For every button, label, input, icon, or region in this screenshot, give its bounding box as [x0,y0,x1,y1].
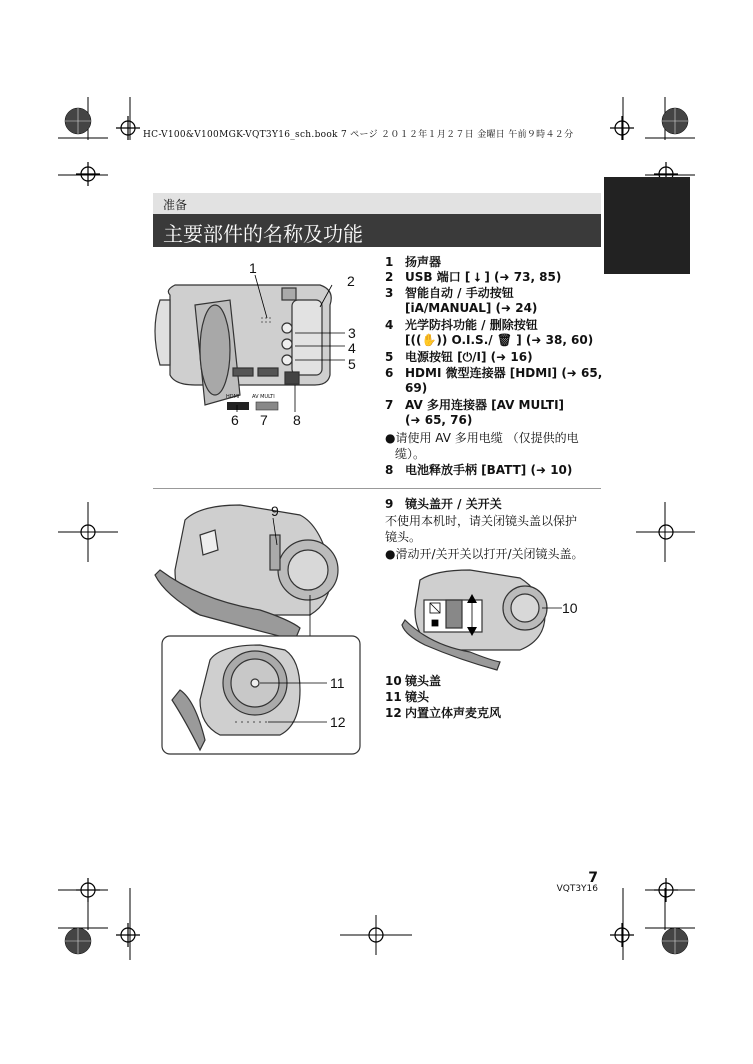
callout-7: 7 [260,412,268,428]
list-item-cont: [iA/MANUAL] (➜ 24) [405,301,538,315]
callout-3: 3 [348,325,356,341]
callout-11: 11 [330,675,345,691]
page-code: VQT3Y16 [556,884,598,894]
list-item-cont: [((✋)) O.I.S./ 🗑 ] (➜ 38, 60) [405,333,594,347]
list-item: 11 镜头 [385,690,430,704]
list-item: 8 电池释放手柄 [BATT] (➜ 10) [385,463,573,477]
note-line-2: 缆）。 [395,447,426,461]
list-item-cont: 69) [405,381,428,395]
callout-6: 6 [231,412,239,428]
list-item: 9 镜头盖开 / 关开关 [385,497,502,511]
list-item: 2 USB 端口 [ ⭣ ] (➜ 73, 85) [385,270,562,284]
hdmi-port-label: HDMI [226,394,240,400]
section-label: 准备 [163,198,188,212]
page-number: 7 [588,870,598,886]
callout-1: 1 [249,260,257,276]
list-item-cont: (➜ 65, 76) [405,413,473,427]
av-port-label: AV MULTI [252,394,275,400]
list-item: 3 智能自动 / 手动按钮 [385,286,514,300]
file-header: HC-V100&V100MGK-VQT3Y16_sch.book 7 ページ ２０１２年１月２７日 金曜日 午前９時４２分 [143,130,574,140]
item9-desc-1: 不使用本机时，请关闭镜头盖以保护 [385,514,578,528]
list-item: 12 内置立体声麦克风 [385,706,502,720]
page-title: 主要部件的名称及功能 [163,222,363,246]
callout-4: 4 [348,340,356,356]
list-item: 6 HDMI 微型连接器 [HDMI] (➜ 65, [385,366,603,380]
callout-12: 12 [330,714,346,730]
list-item: 1 扬声器 [385,255,442,269]
list-item: 4 光学防抖功能 / 删除按钮 [385,318,538,332]
item9-bullet: ●滑动开/关开关以打开/关闭镜头盖。 [385,547,584,561]
note-line-1: ●请使用 AV 多用电缆 （仅提供的电 [385,431,579,445]
callout-8: 8 [293,412,301,428]
item9-desc-2: 镜头。 [385,530,422,544]
callout-9: 9 [271,503,279,519]
callout-2: 2 [347,273,355,289]
callout-5: 5 [348,356,356,372]
callout-10: 10 [562,600,578,616]
list-item: 10 镜头盖 [385,674,442,688]
list-item: 5 电源按钮 [⏻/I] (➜ 16) [385,350,533,364]
list-item: 7 AV 多用连接器 [AV MULTI] [385,398,565,412]
